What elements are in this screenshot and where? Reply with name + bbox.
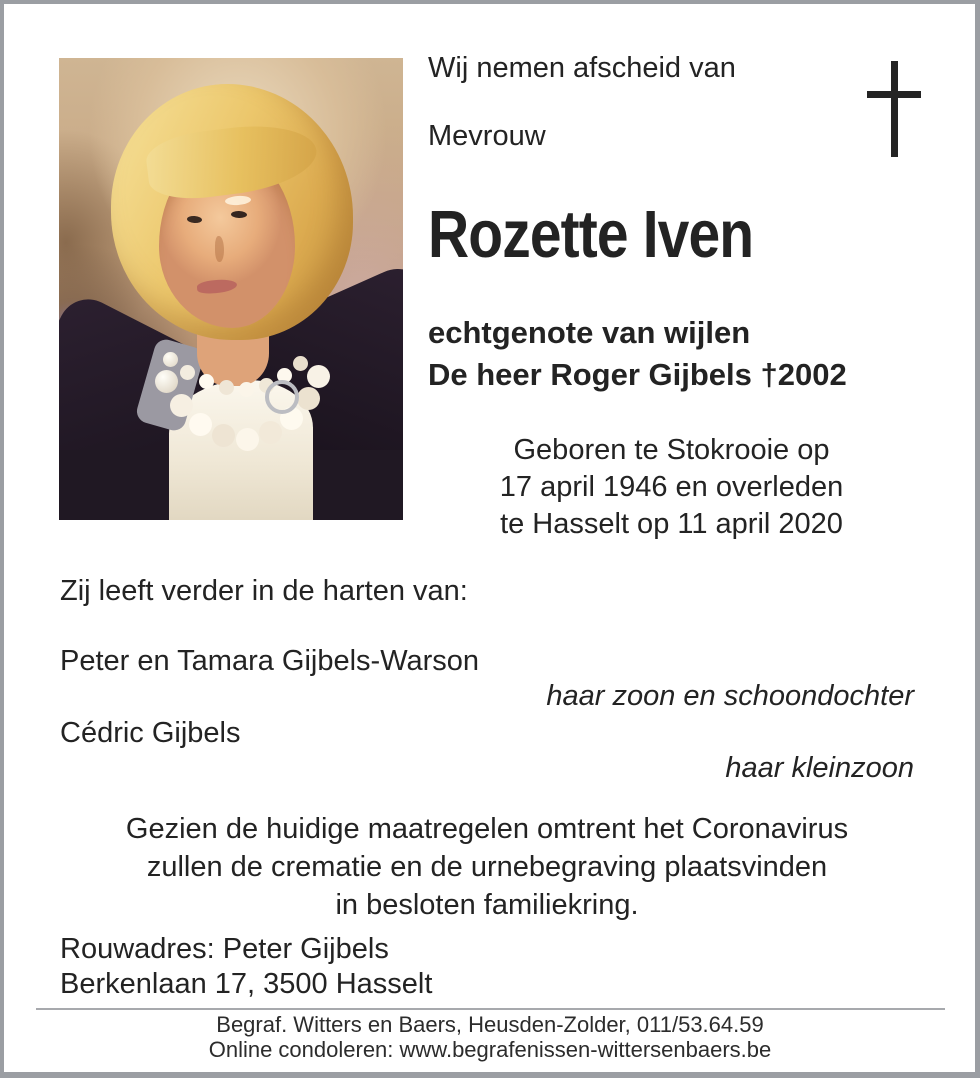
deceased-name: [428, 197, 811, 272]
spouse-line-2: De heer Roger Gijbels †2002: [428, 357, 847, 392]
survivor-relation-2: haar kleinzoon: [725, 752, 914, 784]
footer: [0, 1012, 980, 1062]
condolence-url-line: Online condoleren: www.begrafenissen-wittersenbaers.be: [208, 1037, 772, 1062]
portrait-pearl-necklace-upper: [163, 352, 178, 367]
birth-death-line-2: 17 april 1946 en overleden: [499, 471, 844, 503]
birth-death-block: [428, 432, 915, 543]
mourning-address-line-2: Berkenlaan 17, 3500 Hasselt: [60, 968, 433, 1000]
cross-horizontal-bar: [867, 91, 921, 98]
survivor-names-2: Cédric Gijbels: [60, 717, 241, 749]
mourning-address-line-1: Rouwadres: Peter Gijbels: [60, 933, 389, 965]
ceremony-notice: [60, 810, 914, 924]
footer-divider-rule: [36, 1008, 945, 1010]
intro-line: Wij nemen afscheid van: [428, 52, 736, 84]
spouse-lines: [428, 312, 847, 396]
funeral-home-line: Begraf. Witters en Baers, Heusden-Zolder, 011/53.64.59: [216, 1012, 764, 1037]
cross-icon: [867, 61, 921, 157]
portrait-necklace-ring-clasp: [265, 380, 299, 414]
portrait-pearl-necklace-lower: [155, 370, 178, 393]
portrait-eye-right: [231, 211, 247, 219]
portrait-photo: [59, 58, 403, 520]
cross-vertical-bar: [891, 61, 898, 157]
spouse-line-1: echtgenote van wijlen: [428, 315, 751, 350]
ceremony-notice-line-2: zullen de crematie en de urnebegraving plaatsvinden: [146, 851, 828, 883]
birth-death-line-1: Geboren te Stokrooie op: [513, 434, 830, 466]
portrait-nose: [215, 236, 224, 262]
salutation: Mevrouw: [428, 120, 546, 152]
birth-death-line-3: te Hasselt op 11 april 2020: [500, 508, 843, 540]
ceremony-notice-line-3: in besloten familiekring.: [335, 889, 639, 921]
survivor-relation-1: haar zoon en schoondochter: [546, 680, 914, 712]
survivor-names-1: Peter en Tamara Gijbels-Warson: [60, 645, 480, 677]
survivors-intro: Zij leeft verder in de harten van:: [60, 575, 468, 607]
deceased-name-text: Rozette Iven: [428, 197, 754, 272]
ceremony-notice-line-1: Gezien de huidige maatregelen omtrent het Coronavirus: [125, 813, 849, 845]
mourning-address: [60, 932, 432, 1002]
